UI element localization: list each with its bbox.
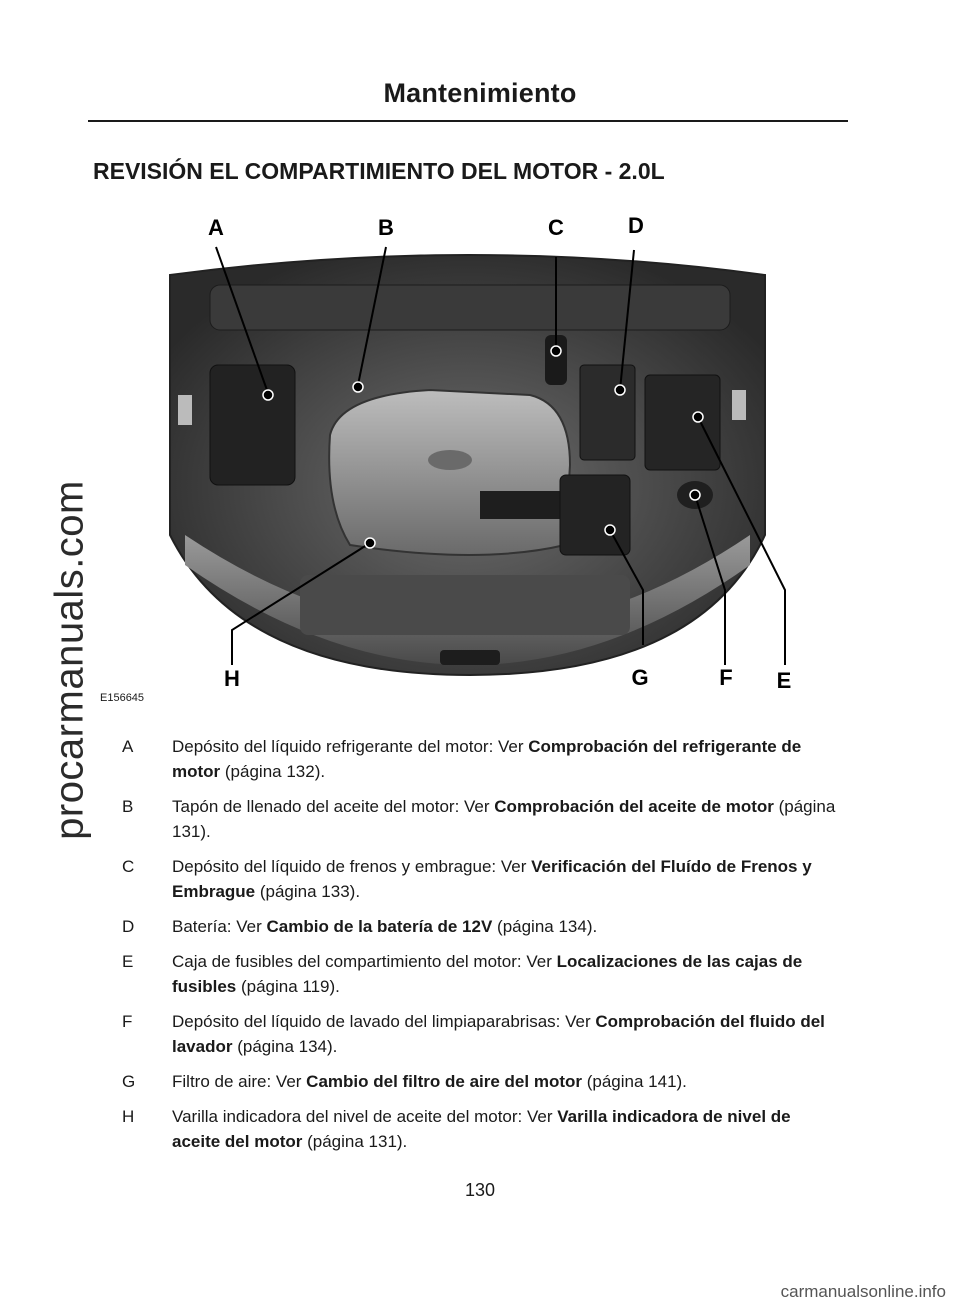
callout-dot-c — [551, 346, 561, 356]
legend-item — [112, 854, 842, 904]
legend-text: Varilla indicadora del nivel de aceite del motor: Ver Varilla indicadora de nivel de aceite del motor (página 131). — [172, 1107, 791, 1151]
legend-letter: C — [122, 857, 135, 876]
legend-letter: D — [122, 917, 135, 936]
callout-label-e: E — [776, 668, 792, 693]
legend-item — [112, 794, 842, 844]
firewall — [210, 285, 730, 330]
legend-text: Depósito del líquido refrigerante del motor: Ver Comprobación del refrigerante de motor (página 132). — [172, 737, 802, 781]
legend-item — [112, 734, 842, 784]
callout-label-f: F — [719, 665, 733, 690]
legend-link[interactable]: Comprobación del aceite de motor — [494, 797, 774, 816]
legend-link[interactable]: Varilla indicadora de nivel de aceite del motor — [172, 1107, 791, 1151]
legend-text: Tapón de llenado del aceite del motor: Ver Comprobación del aceite de motor (página 131). — [172, 797, 836, 841]
engine-compartment-illustration — [100, 205, 840, 705]
side-watermark: procarmanuals.com — [47, 480, 92, 840]
legend-text: Batería: Ver Cambio de la batería de 12V (página 134). — [172, 917, 598, 936]
callout-label-c: C — [548, 215, 564, 240]
legend-link[interactable]: Cambio de la batería de 12V — [266, 917, 493, 936]
legend-letter: E — [122, 952, 134, 971]
legend-link[interactable]: Comprobación del refrigerante de motor — [172, 737, 802, 781]
legend-text: Filtro de aire: Ver Cambio del filtro de aire del motor (página 141). — [172, 1072, 687, 1091]
engine-cover-shape — [329, 390, 570, 555]
battery-shape — [580, 365, 635, 460]
legend-letter: A — [122, 737, 134, 756]
page-number: 130 — [464, 1180, 496, 1200]
legend-item — [112, 1009, 842, 1059]
front-grille-notch — [440, 650, 500, 665]
callout-label-a: A — [208, 215, 224, 240]
legend-item — [112, 949, 842, 999]
legend-letter: F — [122, 1012, 133, 1031]
left-side-bracket — [178, 395, 192, 425]
page-header-title: Mantenimiento — [383, 78, 577, 108]
callout-dot-b — [353, 382, 363, 392]
legend-link[interactable]: Verificación del Fluído de Frenos y Embrague — [172, 857, 812, 901]
callout-label-g: G — [631, 665, 649, 690]
figure-id: E156645 — [100, 692, 145, 704]
callout-dot-a — [263, 390, 273, 400]
callout-dot-h — [365, 538, 375, 548]
legend-text: Caja de fusibles del compartimiento del motor: Ver Localizaciones de las cajas de fusibles (página 119). — [172, 952, 803, 996]
legend-link[interactable]: Cambio del filtro de aire del motor — [306, 1072, 582, 1091]
engine-cover-logo — [428, 450, 472, 470]
callout-dot-e — [693, 412, 703, 422]
legend-text: Depósito del líquido de lavado del limpiaparabrisas: Ver Comprobación del fluido del lavador (página 134). — [172, 1012, 825, 1056]
radiator-area — [300, 575, 630, 635]
callout-label-h: H — [224, 666, 240, 691]
callout-dot-g — [605, 525, 615, 535]
legend-letter: H — [122, 1107, 135, 1126]
callout-dot-f — [690, 490, 700, 500]
legend-letter: B — [122, 797, 134, 816]
footer-watermark: carmanualsonline.info — [780, 1282, 946, 1301]
legend-letter: G — [122, 1072, 136, 1091]
coolant-reservoir-shape — [210, 365, 295, 485]
callout-label-b: B — [378, 215, 394, 240]
right-side-bracket — [732, 390, 746, 420]
legend-text: Depósito del líquido de frenos y embrague: Ver Verificación del Fluído de Frenos y Embrague (página 133). — [172, 857, 812, 901]
legend-link[interactable]: Comprobación del fluido del lavador — [172, 1012, 825, 1056]
legend-link[interactable]: Localizaciones de las cajas de fusibles — [172, 952, 803, 996]
callout-label-d: D — [628, 213, 644, 238]
legend-item — [112, 914, 842, 939]
legend-list — [112, 734, 842, 1164]
legend-item — [112, 1069, 842, 1094]
air-filter-box-shape — [560, 475, 630, 555]
fuse-box-shape — [645, 375, 720, 470]
callout-dot-d — [615, 385, 625, 395]
legend-item — [112, 1104, 842, 1154]
header-divider — [88, 120, 848, 122]
section-title: REVISIÓN EL COMPARTIMIENTO DEL MOTOR - 2.0L — [93, 158, 665, 184]
